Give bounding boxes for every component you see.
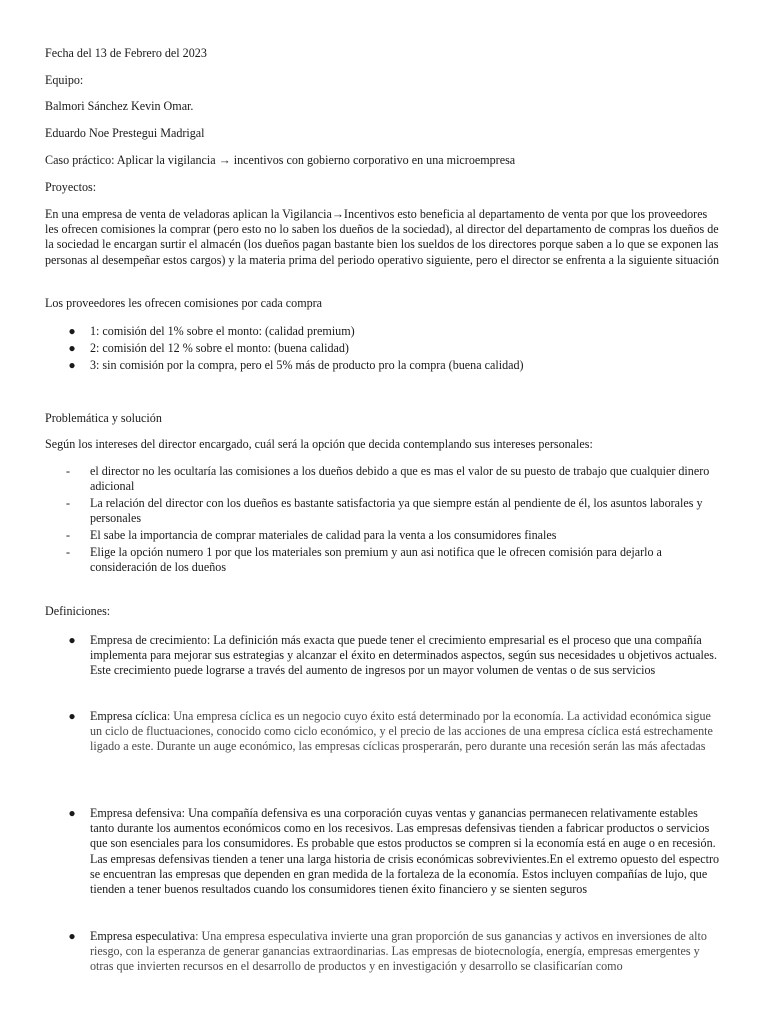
bullet-icon: ●	[68, 633, 76, 647]
problem-point-3: El sabe la importancia de comprar materiales de calidad para la venta a los consumidores finales	[90, 528, 557, 542]
list-item	[66, 464, 720, 494]
definition-text: : Una empresa cíclica es un negocio cuyo éxito está determinado por la economía. La actividad económica sigue un ciclo de fluctuaciones, conocido como ciclo económico, y el precio de las acciones de una empresa cíclica está estrechamente ligado a este. Durante un auge económico, las empresas cíclicas prosperarán, pero durante una recesión serán las más afectadas	[90, 709, 713, 754]
projects-label: Proyectos:	[45, 180, 97, 194]
dash-marker: -	[66, 528, 71, 542]
offers-intro: Los proveedores les ofrecen comisiones por cada compra	[45, 296, 323, 310]
bullet-icon: ●	[68, 806, 76, 820]
definition-text: La definición más exacta que puede tener el crecimiento empresarial es el proceso que una compañía implementa para mejorar sus estrategias y alcanzar el éxito en determinados aspectos, según sus necesidades u objetivos actuales. Este crecimiento puede lograrse a través del aumento de ingresos por un mayor volumen de ventas o de sus servicios	[90, 633, 717, 678]
list-item	[66, 528, 720, 543]
definition-item	[68, 806, 720, 897]
definition-term: Empresa de crecimiento:	[90, 633, 211, 647]
offer-option-3: 3: sin comisión por la compra, pero el 5% más de producto pro la compra (buena calidad)	[90, 358, 524, 372]
definition-term: Empresa cíclica	[90, 709, 167, 723]
list-item	[68, 358, 720, 373]
bullet-icon: ●	[68, 929, 76, 943]
definition-text-continued: Las empresas defensivas tienden a tener una larga historia de crisis económicas sobrevivientes.En el extremo opuesto del espectro se encuentran las empresas que dependen en gran medida de la fortaleza de la economía. Estos incluyen compañías de lujo, que tienden a tener buenos resultados cuando los consumidores tienen éxito financiero y se sienten seguros	[90, 851, 720, 897]
bullet-icon: ●	[68, 709, 76, 723]
team-label: Equipo:	[45, 73, 84, 87]
list-item	[66, 496, 720, 526]
list-item	[68, 341, 720, 356]
case-line: Caso práctico: Aplicar la vigilancia → incentivos con gobierno corporativo en una microempresa	[45, 153, 516, 167]
team-member-1: Balmori Sánchez Kevin Omar.	[45, 99, 194, 113]
list-item	[66, 545, 720, 575]
definition-text: Una compañía defensiva es una corporación cuyas ventas y ganancias permanecen relativamente estables tanto durante los aumentos económicos como en los recesivos. Las empresas defensivas tienden a fabricar productos o servicios que son esenciales para los consumidores. Es probable que estos productos se compren si la economía está en auge o en recesión.	[90, 806, 716, 851]
list-item	[68, 324, 720, 339]
dash-marker: -	[66, 496, 71, 510]
definition-item	[68, 929, 720, 975]
offer-option-2: 2: comisión del 12 % sobre el monto: (buena calidad)	[90, 341, 349, 355]
definition-term: Empresa defensiva:	[90, 806, 186, 820]
bullet-icon: ●	[68, 358, 76, 372]
definition-term: Empresa especulativa	[90, 929, 196, 943]
bullet-icon: ●	[68, 324, 76, 338]
problem-heading: Problemática y solución	[45, 411, 162, 425]
definition-item	[68, 709, 720, 755]
problem-question: Según los intereses del director encargado, cuál será la opción que decida contemplando sus intereses personales:	[45, 437, 593, 451]
dash-marker: -	[66, 545, 71, 559]
problem-point-2: La relación del director con los dueños es bastante satisfactoria ya que siempre están al pendiente de él, los asuntos laborales y personales	[90, 496, 703, 526]
team-member-2: Eduardo Noe Prestegui Madrigal	[45, 126, 205, 140]
dash-marker: -	[66, 464, 71, 478]
definition-text: : Una empresa especulativa invierte una gran proporción de sus ganancias y activos en inversiones de alto riesgo, con la esperanza de generar ganancias extraordinarias. Las empresas de biotecnología, energía, empresas emergentes y otras que invierten recursos en el desarrollo de productos y en investigación y desarrollo se clasificarían como	[90, 929, 707, 974]
bullet-icon: ●	[68, 341, 76, 355]
projects-paragraph: En una empresa de venta de veladoras aplican la Vigilancia→Incentivos esto beneficia al departamento de venta por que los proveedores les ofrecen comisiones la comprar (pero esto no lo saben los dueños de la sociedad), al director del departamento de compras los dueños de la sociedad le encargan surtir el almacén (los dueños pagan bastante bien los sueldos de los directores porque saben a lo que se exponen las personas al desempeñar estos cargos) y la materia prima del periodo operativo siguiente, pero el director se enfrenta a la siguiente situación	[45, 207, 720, 267]
problem-point-1: el director no les ocultaría las comisiones a los dueños debido a que es mas el valor de su puesto de trabajo que cualquier dinero adicional	[90, 464, 710, 494]
offer-option-1: 1: comisión del 1% sobre el monto: (calidad premium)	[90, 324, 355, 338]
problem-point-4: Elige la opción numero 1 por que los materiales son premium y aun asi notifica que le ofrecen comisión para dejarlo a consideración de los dueños	[90, 545, 662, 575]
definition-item	[68, 633, 720, 679]
definitions-heading: Definiciones:	[45, 604, 111, 618]
date-line: Fecha del 13 de Febrero del 2023	[45, 46, 207, 60]
